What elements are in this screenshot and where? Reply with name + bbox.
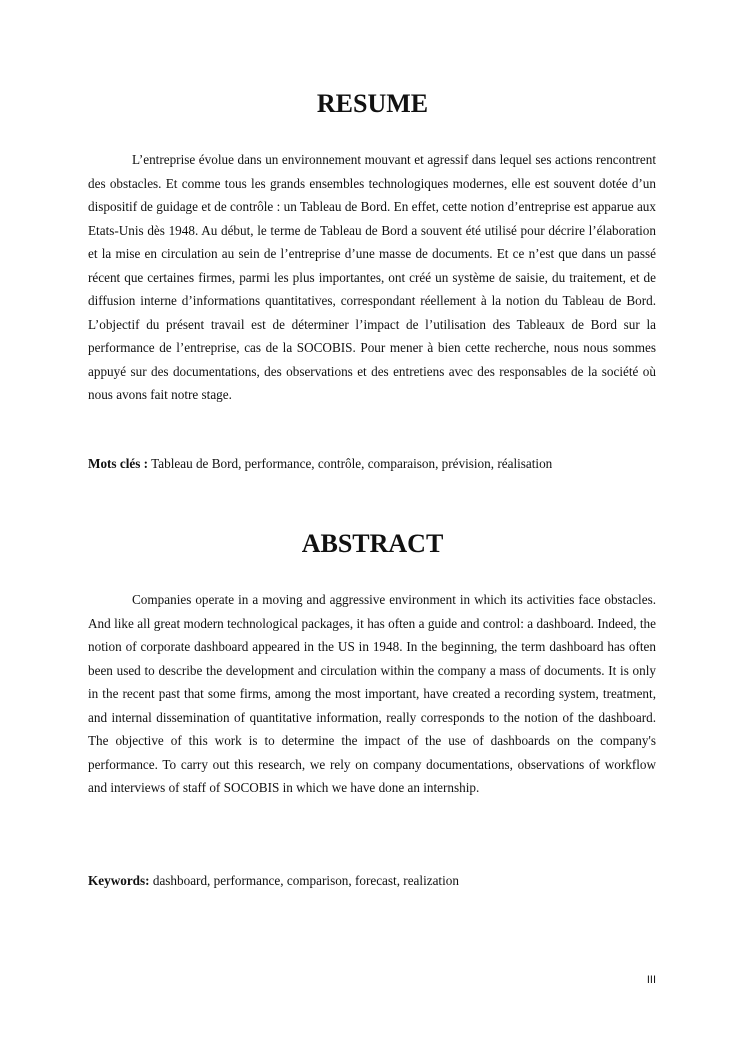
resume-title: RESUME xyxy=(316,89,429,118)
abstract-title: ABSTRACT xyxy=(301,529,444,558)
abstract-paragraph: Companies operate in a moving and aggressive environment in which its activities face obstacles. And like all great modern technological packages, it has often a guide and control: a dashboard. Indeed, the notion of corporate dashboard appeared in the US in 1948. In the beginning, the term dashboard has often been used to describe the development and circulation within the company a mass of documents. It is only in the recent past that some firms, among the most important, have created a recording system, treatment, and internal dissemination of quantitative information, really corresponds to the notion of the dashboard. The objective of this work is to determine the impact of the use of dashboards on the company's performance. To carry out this research, we rely on company documentations, observations of workflow and interviews of staff of SOCOBIS in which we have done an internship. xyxy=(88,592,656,795)
abstract-keywords-label: Keywords: xyxy=(88,873,150,888)
abstract-keywords xyxy=(88,873,688,889)
resume-keywords-label: Mots clés : xyxy=(88,456,149,471)
resume-paragraph: L’entreprise évolue dans un environnement mouvant et agressif dans lequel ses actions rencontrent des obstacles. Et comme tous les grands ensembles technologiques modernes, elle est souvent dotée d’un dispositif de guidage et de contrôle : un Tableau de Bord. En effet, cette notion d’entreprise est apparue aux Etats-Unis dès 1948. Au début, le terme de Tableau de Bord a souvent été utilisé pour décrire l’élaboration et la mise en circulation au sein de l’entreprise d’une masse de documents. Et ce n’est que dans un passé récent que certaines firmes, parmi les plus importantes, ont créé un système de saisie, du traitement, et de diffusion interne d’informations quantitatives, correspondant réellement à la notion du Tableau de Bord. L’objectif du présent travail est de déterminer l’impact de l’utilisation des Tableaux de Bord sur la performance de l’entreprise, cas de la SOCOBIS. Pour mener à bien cette recherche, nous nous sommes appuyé sur des documentations, des observations et des entretiens avec des responsables de la société où nous avons fait notre stage. xyxy=(88,152,656,402)
resume-keywords-text: Tableau de Bord, performance, contrôle, comparaison, prévision, réalisation xyxy=(148,456,553,471)
resume-keywords xyxy=(88,456,688,472)
page-number: III xyxy=(646,974,656,986)
abstract-keywords-text: dashboard, performance, comparison, forecast, realization xyxy=(149,873,459,888)
